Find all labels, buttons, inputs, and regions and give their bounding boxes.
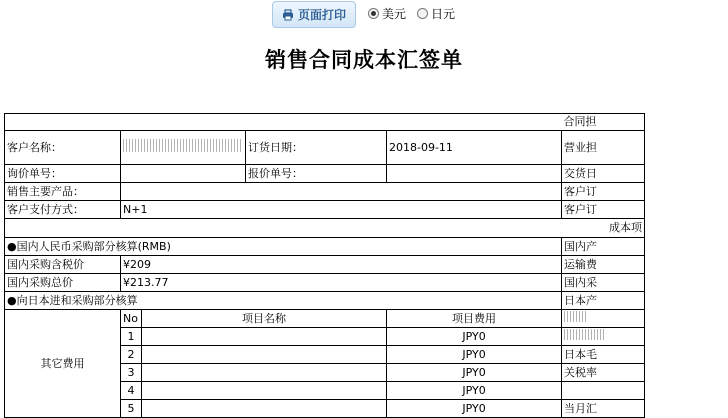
fee-row-right: 关税率 [562,364,645,382]
currency-jpy-radio[interactable] [417,5,455,22]
quote-no-value [387,165,562,183]
payment-method-value: N+1 [121,201,562,219]
main-products-value [121,183,562,201]
domestic-total-label: 国内采购总价 [5,274,121,292]
redacted-text [564,329,604,340]
table-row [5,292,645,310]
fee-row-right: 当月汇 [562,400,645,418]
radio-unselected-icon [417,8,428,19]
domestic-tax-incl-label: 国内采购含税价 [5,256,121,274]
print-button-label: 页面打印 [297,8,346,22]
freight-label: 运输费 [562,256,645,274]
domestic-section-label: ●国内人民币采购部分核算(RMB) [5,238,562,256]
table-row [5,114,645,131]
fee-row-name [142,328,387,346]
fee-row-no: 4 [121,382,142,400]
fee-row-amount: JPY0 [387,328,562,346]
fee-name-header: 项目名称 [142,310,387,328]
customer-name-label: 客户名称： [5,131,121,165]
fee-row-name [142,346,387,364]
table-row [5,274,645,292]
redacted-text [123,139,241,152]
domestic-tax-incl-value: ¥209 [121,256,562,274]
fee-row-name [142,382,387,400]
cost-spacer-cell [5,219,562,238]
table-row [5,165,645,183]
print-page-button[interactable] [272,1,356,28]
fee-row-right: 日本毛 [562,346,645,364]
radio-selected-icon [368,8,379,19]
other-fees-label: 其它费用 [5,310,121,418]
quote-no-label: 报价单号： [246,165,387,183]
table-row [5,183,645,201]
currency-jpy-label: 日元 [431,7,456,21]
customer-order-label: 客户订 [562,183,645,201]
table-row [5,219,645,238]
toolbar [0,0,600,30]
table-row [5,131,645,165]
fee-row-amount: JPY0 [387,346,562,364]
business-owner-label: 营业担 [562,131,645,165]
inquiry-no-label: 询价单号： [5,165,121,183]
table-row [5,310,645,328]
fee-right-cell [562,310,645,328]
table-row [5,256,645,274]
fee-row-no: 5 [121,400,142,418]
contract-owner-header: 合同担 [562,114,645,131]
fee-row-no: 3 [121,364,142,382]
domestic-product-label: 国内产 [562,238,645,256]
fee-row-amount: JPY0 [387,400,562,418]
currency-usd-radio[interactable] [368,5,406,22]
order-date-value: 2018-09-11 [387,131,562,165]
fee-no-header: No [121,310,142,328]
payment-method-label: 客户支付方式： [5,201,121,219]
cost-items-header: 成本项 [562,219,645,238]
fee-row-amount: JPY0 [387,364,562,382]
order-date-label: 订货日期： [246,131,387,165]
table-row [5,238,645,256]
currency-usd-label: 美元 [382,7,407,21]
fee-row-no: 2 [121,346,142,364]
customer-name-value [121,131,246,165]
cost-table [4,113,645,418]
inquiry-no-value [121,165,246,183]
customer-order-label-2: 客户订 [562,201,645,219]
fee-amount-header: 项目费用 [387,310,562,328]
domestic-total-value: ¥213.77 [121,274,562,292]
domestic-purchase-label: 国内采 [562,274,645,292]
page-title: 销售合同成本汇签单 [265,48,463,72]
delivery-date-label: 交货日 [562,165,645,183]
japan-product-label: 日本产 [562,292,645,310]
main-products-label: 销售主要产品： [5,183,121,201]
fee-row-right [562,382,645,400]
fee-row-name [142,364,387,382]
fee-row-no: 1 [121,328,142,346]
import-section-label: ●向日本进和采购部分核算 [5,292,562,310]
table-row [5,201,645,219]
fee-row-name [142,400,387,418]
fee-row-right [562,328,645,346]
header-spacer-cell [5,114,562,131]
redacted-text [564,311,588,322]
printer-icon [282,9,294,21]
fee-row-amount: JPY0 [387,382,562,400]
cost-sheet [4,113,644,418]
